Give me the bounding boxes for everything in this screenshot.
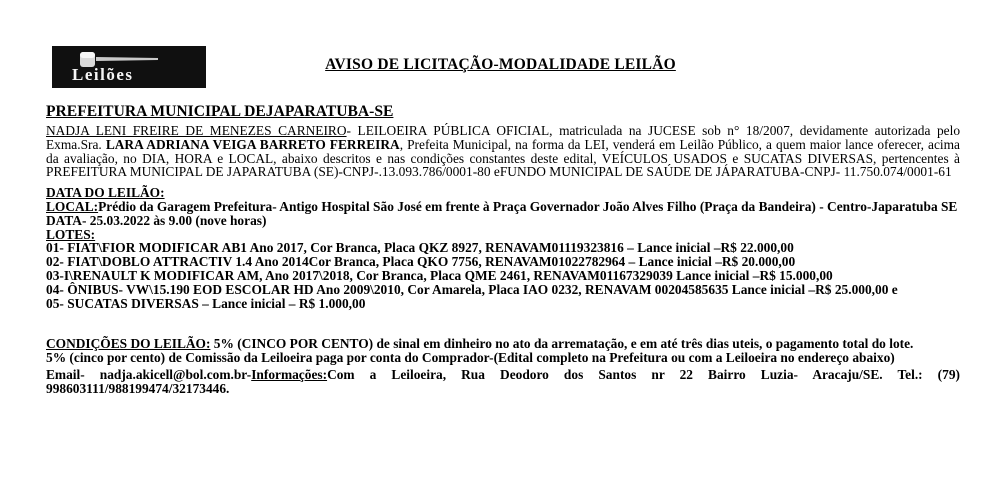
intro-text-2: , Prefeita Municipal, na forma da LEI, venderá em Leilão Público, a quem maior lance oferecer, acima da avaliação, no DIA, HORA e LOCAL, abaixo descritos e nas condições constantes deste edital, VEÍCULOS USADOS e SUCATAS DIVERSAS, pertencentes à PREFEITURA MUNICIPAL DE JAPARATUBA (SE)-CNPJ-.13.093.786/0001-80 eFUNDO MUNICIPAL DE SAÚDE DE JÁPARATUBA-CNPJ- 11.750.074/0001-61 bbox=[46, 136, 960, 180]
intro-paragraph bbox=[46, 124, 960, 179]
phone-numbers: 998603111/988199474/32173446. bbox=[46, 380, 230, 396]
document-title: AVISO DE LICITAÇÃO-MODALIDADE LEILÃO bbox=[325, 56, 676, 73]
contact-line bbox=[46, 368, 960, 382]
email-text: Email- nadja.akicell@bol.com.br- bbox=[46, 366, 252, 382]
lot-item-05: 05- SUCATAS DIVERSAS – Lance inicial – R$ 1.000,00 bbox=[46, 295, 366, 311]
date-line: DATA- 25.03.2022 às 9.00 (nove horas) bbox=[46, 212, 267, 228]
lot-item-04: 04- ÔNIBUS- VW\15.190 EOD ESCOLAR HD Ano 2009\2010, Cor Amarela, Placa IAO 0232, RENAVAM 00204585635 Lance inicial –R$ 25.000,00 e bbox=[46, 281, 898, 297]
location-text: Prédio da Garagem Prefeitura- Antigo Hospital São José em frente à Praça Governador João Alves Filho (Praça da Bandeira) - Centro-Japaratuba SE bbox=[98, 198, 958, 214]
auctioneer-name: NADJA LENI FREIRE DE MENEZES CARNEIRO bbox=[46, 123, 347, 138]
conditions-line-1 bbox=[46, 337, 960, 351]
lot-item-02: 02- FIAT\DOBLO ATTRACTIV 1.4 Ano 2014Cor Branca, Placa QKO 7756, RENAVAM01022782964 – Lance inicial –R$ 20.000,00 bbox=[46, 254, 796, 270]
conditions-text-1: 5% (CINCO POR CENTO) de sinal em dinheiro no ato da arrematação, e em até três dias uteis, o pagamento total do lote. bbox=[210, 336, 914, 352]
lot-item-03: 03-I\RENAULT K MODIFICAR AM, Ano 2017\2018, Cor Branca, Placa QME 2461, RENAVAM01167329039 Lance inicial –R$ 15.000,00 bbox=[46, 267, 833, 283]
logo-text: Leilões bbox=[72, 65, 134, 84]
intro-text-1: - LEILOEIRA PÚBLICA OFICIAL, matriculada na JUCESE sob n° 18/2007, devidamente autorizada pelo Exma.Sra. bbox=[46, 123, 961, 152]
document-body bbox=[46, 103, 960, 396]
info-label: Informações: bbox=[251, 366, 328, 382]
auction-date-heading: DATA DO LEILÃO: bbox=[46, 185, 165, 201]
mayor-name: LARA ADRIANA VEIGA BARRETO FERREIRA bbox=[105, 136, 400, 152]
conditions-line-2: 5% (cinco por cento) de Comissão da Leiloeira paga por conta do Comprador-(Edital completo na Prefeitura ou com a Leiloeira no endereço abaixo) bbox=[46, 350, 895, 366]
entity-heading: PREFEITURA MUNICIPAL DEJAPARATUBA-SE bbox=[46, 103, 394, 120]
lots-heading: LOTES: bbox=[46, 226, 96, 242]
conditions-label: CONDIÇÕES DO LEILÃO: bbox=[46, 336, 211, 352]
location-label: LOCAL: bbox=[46, 198, 99, 214]
spacer bbox=[46, 310, 960, 337]
lot-item-01: 01- FIAT\FIOR MODIFICAR AB1 Ano 2017, Cor Branca, Placa QKZ 8927, RENAVAM01119323816 – Lance inicial –R$ 22.000,00 bbox=[46, 240, 794, 256]
location-line bbox=[46, 200, 960, 214]
contact-address: Com a Leiloeira, Rua Deodoro dos Santos nr 22 Bairro Luzia- Aracaju/SE. Tel.: (79) bbox=[327, 366, 960, 382]
